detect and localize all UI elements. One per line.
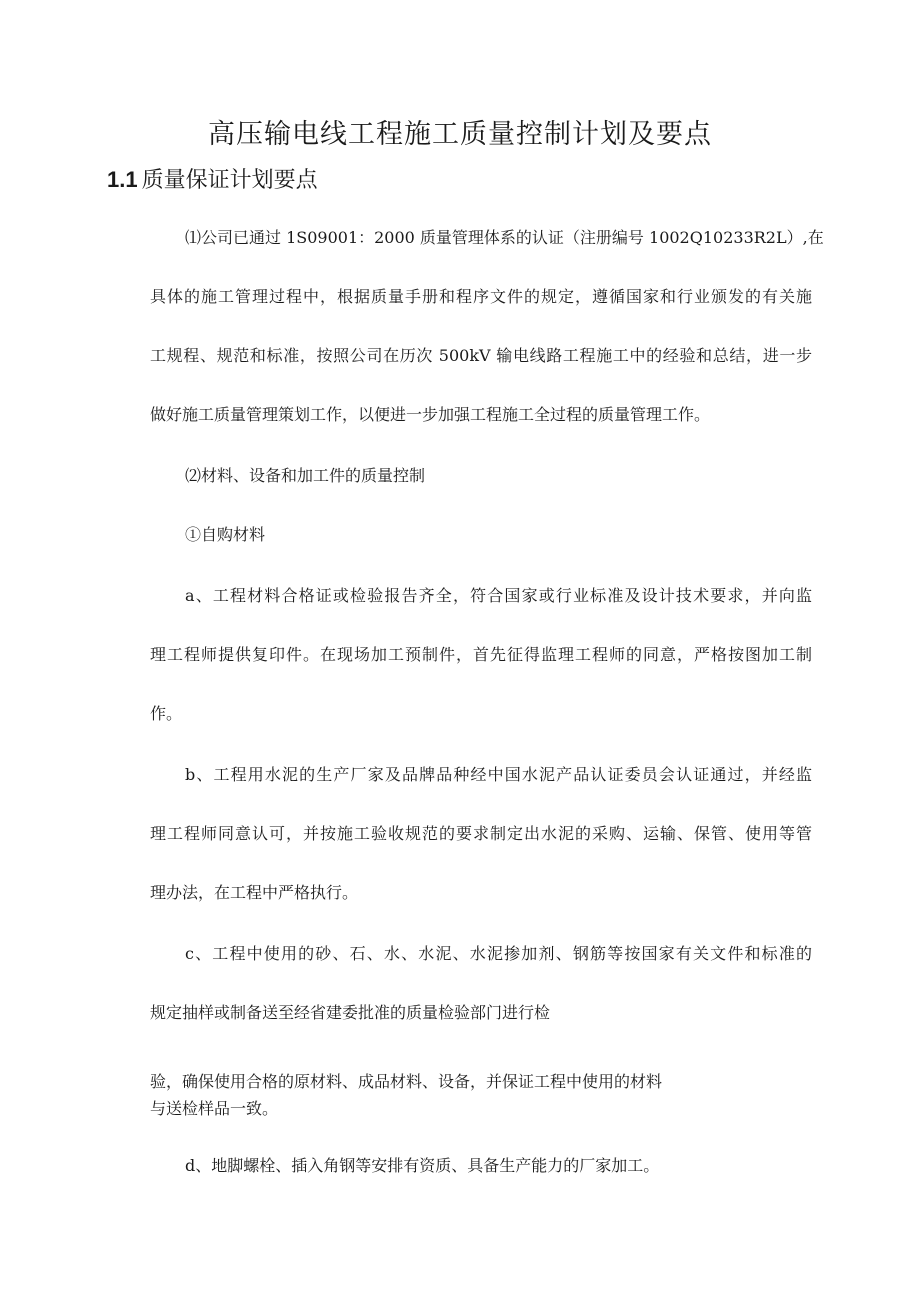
paragraph-1-line-3: 工规程、规范和标准，按照公司在历次 500kV 输电线路工程施工中的经验和总结，进一步 [150,346,812,365]
section-number: 1.1 [107,167,138,192]
paragraph-b-line-2: 理工程师同意认可，并按施工验收规范的要求制定出水泥的采购、运输、保管、使用等管 [150,824,812,843]
paragraph-c-line-1: c、工程中使用的砂、石、水、水泥、水泥掺加剂、钢筋等按国家有关文件和标准的 [185,944,812,963]
paragraph-a-line-2: 理工程师提供复印件。在现场加工预制件，首先征得监理工程师的同意，严格按图加工制 [150,645,812,664]
section-heading-text: 质量保证计划要点 [141,168,318,193]
item-2-heading: ⑵材料、设备和加工件的质量控制 [185,466,426,485]
paragraph-a-line-1: a、工程材料合格证或检验报告齐全，符合国家或行业标准及设计技术要求，并向监 [185,586,812,605]
paragraph-b-line-3: 理办法，在工程中严格执行。 [150,883,359,902]
paragraph-b-line-1: b、工程用水泥的生产厂家及品牌品种经中国水泥产品认证委员会认证通过，并经监 [185,765,812,784]
paragraph-1-line-4: 做好施工质量管理策划工作，以便进一步加强工程施工全过程的质量管理工作。 [150,405,711,424]
paragraph-c-line-3: 验，确保使用合格的原材料、成品材料、设备，并保证工程中使用的材料 [150,1072,663,1091]
sub-item-1-heading: ①自购材料 [185,525,266,544]
paragraph-c-line-4: 与送检样品一致。 [150,1099,279,1118]
document-title: 高压输电线工程施工质量控制计划及要点 [208,119,712,150]
paragraph-a-line-3: 作。 [150,704,183,723]
paragraph-1-line-2: 具体的施工管理过程中，根据质量手册和程序文件的规定，遵循国家和行业颁发的有关施 [150,287,812,306]
paragraph-d-line-1: d、地脚螺栓、插入角钢等安排有资质、具备生产能力的厂家加工。 [185,1156,660,1175]
paragraph-c-line-2: 规定抽样或制备送至经省建委批准的质量检验部门进行检 [150,1003,551,1022]
section-heading [107,163,318,194]
paragraph-1-line-1: ⑴公司已通过 1S09001：2000 质量管理体系的认证（注册编号 1002Q10233R2L）,在 [185,228,824,247]
